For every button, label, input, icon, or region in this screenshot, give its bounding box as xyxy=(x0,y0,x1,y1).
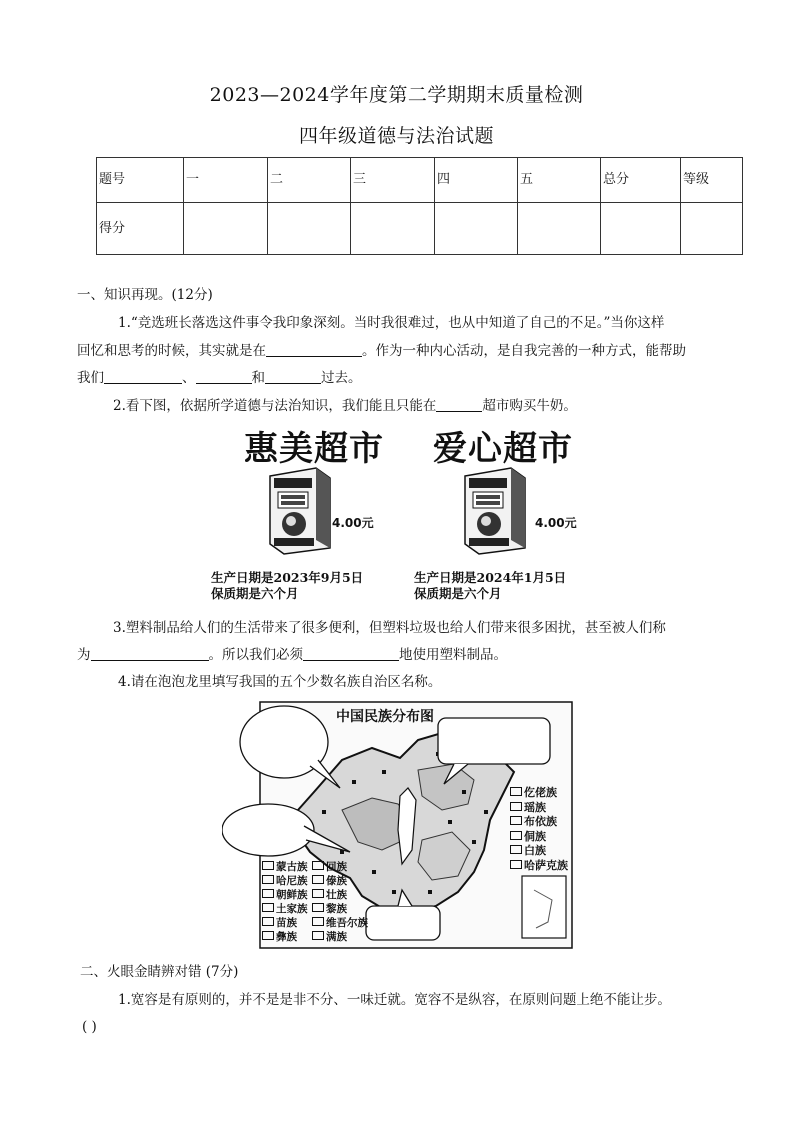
answer-bubble-3[interactable] xyxy=(442,722,546,760)
q1-text-c: 我们 xyxy=(77,370,104,386)
q2-text-b: 超市购买牛奶。 xyxy=(482,398,577,414)
score-cell-q5: 五 xyxy=(518,158,601,203)
q1-blank-3[interactable] xyxy=(196,369,252,384)
legend-item: 哈萨克族 xyxy=(510,859,568,874)
score-input-q5[interactable] xyxy=(518,203,601,255)
shelf-life-aixin: 保质期是六个月 xyxy=(414,586,502,601)
map-legend-left-col1 xyxy=(262,860,308,944)
production-date-aixin: 生产日期是2024年1月5日 xyxy=(414,570,567,585)
score-table-score-row xyxy=(97,203,743,255)
legend-item: 满族 xyxy=(312,930,368,944)
score-input-q1[interactable] xyxy=(184,203,268,255)
score-cell-grade: 等级 xyxy=(681,158,743,203)
legend-item: 布依族 xyxy=(510,815,568,830)
shop-name-huimei: 惠美超市 xyxy=(244,429,384,469)
score-cell-total: 总分 xyxy=(601,158,681,203)
production-date-huimei: 生产日期是2023年9月5日 xyxy=(211,570,364,585)
q3-text-c: 地使用塑料制品。 xyxy=(399,647,507,663)
legend-item: 维吾尔族 xyxy=(312,916,368,930)
score-input-q4[interactable] xyxy=(435,203,518,255)
exam-title: 2023—2024学年度第二学期期末质量检测 xyxy=(209,84,584,106)
q2-blank[interactable] xyxy=(436,397,482,412)
legend-item: 哈尼族 xyxy=(262,874,308,888)
legend-item: 侗族 xyxy=(510,830,568,845)
legend-item: 土家族 xyxy=(262,902,308,916)
score-table-header-row xyxy=(97,158,743,203)
section2-heading: 二、火眼金睛辨对错 (7分) xyxy=(80,964,239,980)
score-row-label: 得分 xyxy=(97,203,184,255)
product-info-aixin xyxy=(414,570,566,602)
q1-blank-4[interactable] xyxy=(265,369,321,384)
q1-blank-2[interactable] xyxy=(104,369,182,384)
q3-line2 xyxy=(77,645,507,665)
q1-text-d: 、 xyxy=(182,370,196,386)
answer-bubble-1[interactable] xyxy=(246,714,322,770)
legend-item: 苗族 xyxy=(262,916,308,930)
answer-bubble-4[interactable] xyxy=(370,910,436,936)
score-input-q2[interactable] xyxy=(268,203,351,255)
score-cell-q4: 四 xyxy=(435,158,518,203)
score-input-q3[interactable] xyxy=(351,203,435,255)
q1-text-b: 。作为一种内心活动，是自我完善的一种方式，能帮助 xyxy=(362,343,686,359)
q4-line: 4.请在泡泡龙里填写我国的五个少数名族自治区名称。 xyxy=(118,674,442,690)
q2-text-a: 2.看下图，依据所学道德与法治知识，我们能且只能在 xyxy=(113,398,437,414)
milk-box-icon xyxy=(461,464,529,556)
q1-line3 xyxy=(77,368,362,388)
score-input-total[interactable] xyxy=(601,203,681,255)
price-aixin: 4.00元 xyxy=(535,516,577,530)
q3-text-b: 。所以我们必须 xyxy=(208,647,303,663)
exam-subtitle: 四年级道德与法治试题 xyxy=(298,125,494,147)
q3-line1: 3.塑料制品给人们的生活带来了很多便利，但塑料垃圾也给人们带来很多困扰，甚至被人们称 xyxy=(113,620,666,636)
legend-item: 蒙古族 xyxy=(262,860,308,874)
map-legend-left-col2 xyxy=(312,860,368,944)
q1-text-e: 和 xyxy=(251,370,265,386)
legend-item: 瑶族 xyxy=(510,801,568,816)
score-input-grade[interactable] xyxy=(681,203,743,255)
score-table xyxy=(96,157,743,255)
legend-item: 仡佬族 xyxy=(510,786,568,801)
shelf-life-huimei: 保质期是六个月 xyxy=(211,586,299,601)
legend-item: 彝族 xyxy=(262,930,308,944)
legend-item: 朝鲜族 xyxy=(262,888,308,902)
q1-text-f: 过去。 xyxy=(321,370,362,386)
q1-line2 xyxy=(77,341,686,361)
q3-blank-1[interactable] xyxy=(91,646,209,661)
milk-box-icon xyxy=(266,464,334,556)
score-cell-label: 题号 xyxy=(97,158,184,203)
price-huimei: 4.00元 xyxy=(332,516,374,530)
legend-item: 回族 xyxy=(312,860,368,874)
score-cell-q1: 一 xyxy=(184,158,268,203)
score-cell-q2: 二 xyxy=(268,158,351,203)
legend-item: 壮族 xyxy=(312,888,368,902)
shop-name-aixin: 爱心超市 xyxy=(433,429,573,469)
map-legend-right xyxy=(510,786,568,873)
legend-item: 黎族 xyxy=(312,902,368,916)
legend-item: 白族 xyxy=(510,844,568,859)
score-cell-q3: 三 xyxy=(351,158,435,203)
answer-bubble-2[interactable] xyxy=(228,812,308,850)
product-info-huimei xyxy=(211,570,363,602)
q1-line1: 1.“竞选班长落选这件事令我印象深刻。当时我很难过，也从中知道了自己的不足。”当你这样 xyxy=(118,315,665,331)
s2-q1-text: 1.宽容是有原则的，并不是是非不分、一味迁就。宽容不是纵容，在原则问题上绝不能让步。 xyxy=(118,992,671,1008)
q3-blank-2[interactable] xyxy=(303,646,399,661)
map-title: 中国民族分布图 xyxy=(336,709,434,725)
q1-text-a: 回忆和思考的时候，其实就是在 xyxy=(77,343,266,359)
s2-q1-answer-paren[interactable]: ( ) xyxy=(82,1019,97,1035)
q2-line xyxy=(113,396,577,416)
ethnic-map xyxy=(222,700,574,950)
legend-item: 傣族 xyxy=(312,874,368,888)
q1-blank-1[interactable] xyxy=(266,342,362,357)
section1-heading: 一、知识再现。(12分) xyxy=(77,287,213,303)
q3-text-a: 为 xyxy=(77,647,91,663)
